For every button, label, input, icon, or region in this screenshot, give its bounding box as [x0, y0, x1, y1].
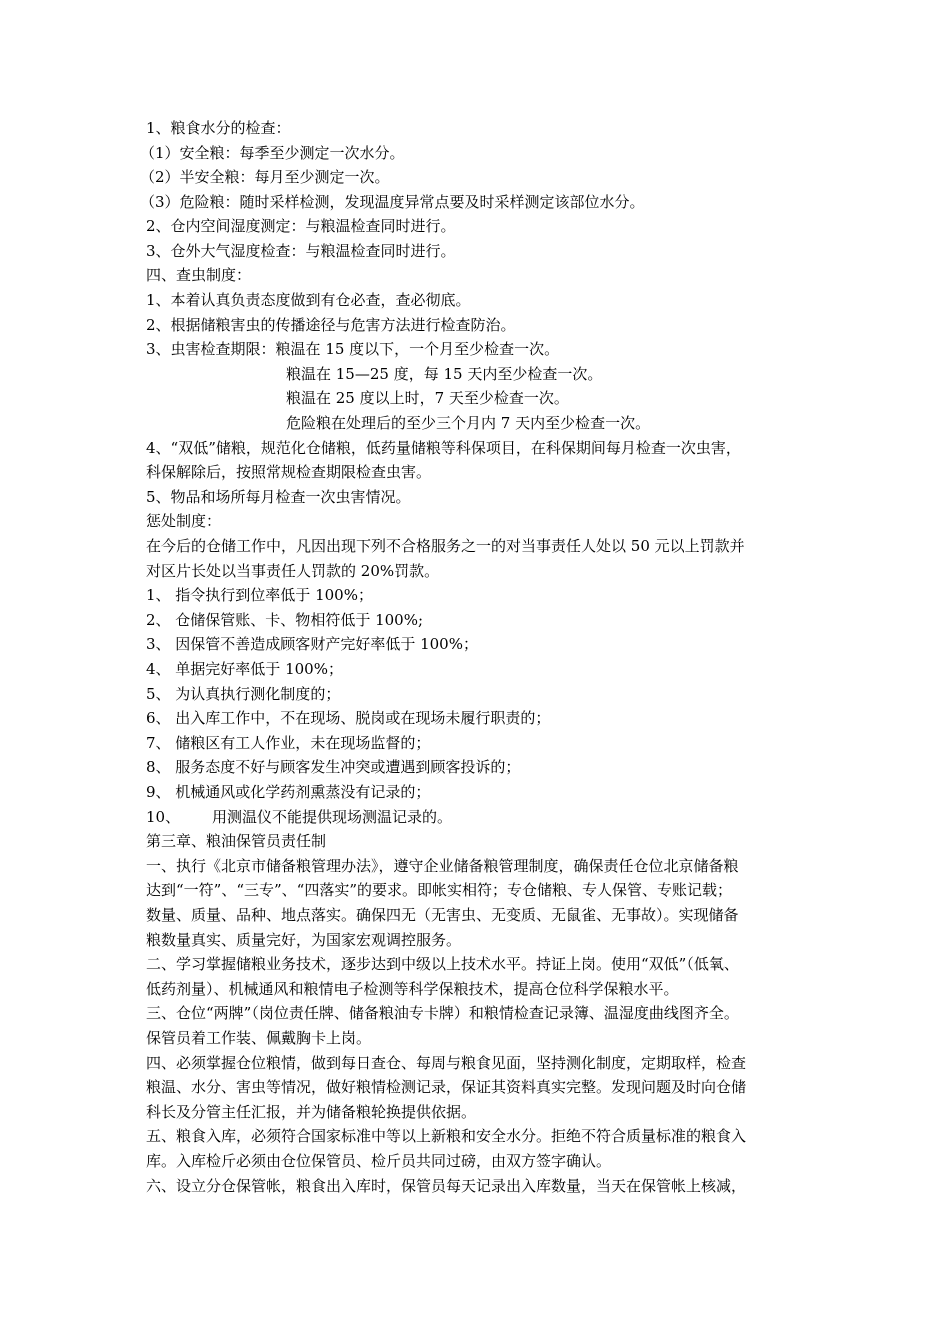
text-line: 1、本着认真负责态度做到有仓必查，查必彻底。	[146, 291, 471, 309]
text-line: 1、 指令执行到位率低于 100%；	[146, 586, 373, 604]
text-line: 粮数量真实、质量完好，为国家宏观调控服务。	[146, 931, 462, 949]
text-line: 四、必须掌握仓位粮情，做到每日查仓、每周与粮食见面，坚持测化制度，定期取样，检查	[146, 1054, 747, 1072]
text-line: 库。入库检斤必须由仓位保管员、检斤员共同过磅，由双方签字确认。	[146, 1152, 612, 1170]
list-text: 用测温仪不能提供现场测温记录的。	[212, 808, 453, 826]
text-line: 六、设立分仓保管帐，粮食出入库时，保管员每天记录出入库数量，当天在保管帐上核减，	[146, 1177, 747, 1195]
text-line: 在今后的仓储工作中，凡因出现下列不合格服务之一的对当事责任人处以 50 元以上罚款并	[146, 537, 745, 555]
text-line: 粮温在 15—25 度，每 15 天内至少检查一次。	[286, 365, 603, 383]
text-line: 数量、质量、品种、地点落实。确保四无（无害虫、无变质、无鼠雀、无事故）。实现储备	[146, 906, 739, 924]
chapter-heading: 第三章、粮油保管员责任制	[146, 832, 327, 850]
text-line: 8、 服务态度不好与顾客发生冲突或遭遇到顾客投诉的；	[146, 758, 521, 776]
text-line: 达到“一符”、“三专”、“四落实”的要求。即帐实相符；专仓储粮、专人保管、专账记载；	[146, 881, 733, 899]
text-line: （2）半安全粮：每月至少测定一次。	[140, 168, 390, 186]
text-line: 5、物品和场所每月检查一次虫害情况。	[146, 488, 411, 506]
text-line: 二、学习掌握储粮业务技术，逐步达到中级以上技术水平。持证上岗。使用“双低”（低氧、	[146, 955, 739, 973]
text-line: 粮温、水分、害虫等情况，做好粮情检测记录，保证其资料真实完整。发现问题及时向仓储	[146, 1078, 747, 1096]
text-line: 4、“双低”储粮，规范化仓储粮，低药量储粮等科保项目，在科保期间每月检查一次虫害，	[146, 439, 741, 457]
text-line: 6、 出入库工作中，不在现场、脱岗或在现场未履行职责的；	[146, 709, 551, 727]
text-line: 粮温在 25 度以上时，7 天至少检查一次。	[286, 389, 569, 407]
list-number: 10、	[146, 808, 181, 826]
text-line: 5、 为认真执行测化制度的；	[146, 685, 341, 703]
text-line: 2、仓内空间湿度测定：与粮温检查同时进行。	[146, 217, 456, 235]
text-line: 2、根据储粮害虫的传播途径与危害方法进行检查防治。	[146, 316, 516, 334]
text-line: 7、 储粮区有工人作业，未在现场监督的；	[146, 734, 431, 752]
text-line: 对区片长处以当事责任人罚款的 20%罚款。	[146, 562, 440, 580]
text-line: 一、执行《北京市储备粮管理办法》，遵守企业储备粮管理制度，确保责任仓位北京储备粮	[146, 857, 739, 875]
text-line: 低药剂量）、机械通风和粮情电子检测等科学保粮技术，提高仓位科学保粮水平。	[146, 980, 679, 998]
text-line: 3、虫害检查期限：粮温在 15 度以下，一个月至少检查一次。	[146, 340, 560, 358]
text-line: 2、 仓储保管账、卡、物相符低于 100%;	[146, 611, 424, 629]
text-line: 3、 因保管不善造成顾客财产完好率低于 100%；	[146, 635, 478, 653]
text-line: 3、仓外大气湿度检查：与粮温检查同时进行。	[146, 242, 456, 260]
text-line	[146, 805, 811, 829]
text-line: 9、 机械通风或化学药剂熏蒸没有记录的；	[146, 783, 431, 801]
text-line: 五、粮食入库，必须符合国家标准中等以上新粮和安全水分。拒绝不符合质量标准的粮食入	[146, 1127, 747, 1145]
section-heading: 惩处制度：	[146, 512, 222, 530]
section-heading: 四、查虫制度：	[146, 266, 252, 284]
text-line: 三、仓位“两牌”（岗位责任牌、储备粮油专卡牌）和粮情检查记录簿、温湿度曲线图齐全。	[146, 1004, 739, 1022]
text-line: 保管员着工作装、佩戴胸卡上岗。	[146, 1029, 372, 1047]
text-line: （1）安全粮：每季至少测定一次水分。	[140, 144, 405, 162]
text-line: 科长及分管主任汇报，并为储备粮轮换提供依据。	[146, 1103, 477, 1121]
text-line: 科保解除后，按照常规检查期限检查虫害。	[146, 463, 432, 481]
text-line: 危险粮在处理后的至少三个月内 7 天内至少检查一次。	[286, 414, 651, 432]
text-line: （3）危险粮：随时采样检测，发现温度异常点要及时采样测定该部位水分。	[140, 193, 645, 211]
text-line: 4、 单据完好率低于 100%；	[146, 660, 343, 678]
text-line: 1、粮食水分的检查：	[146, 119, 291, 137]
